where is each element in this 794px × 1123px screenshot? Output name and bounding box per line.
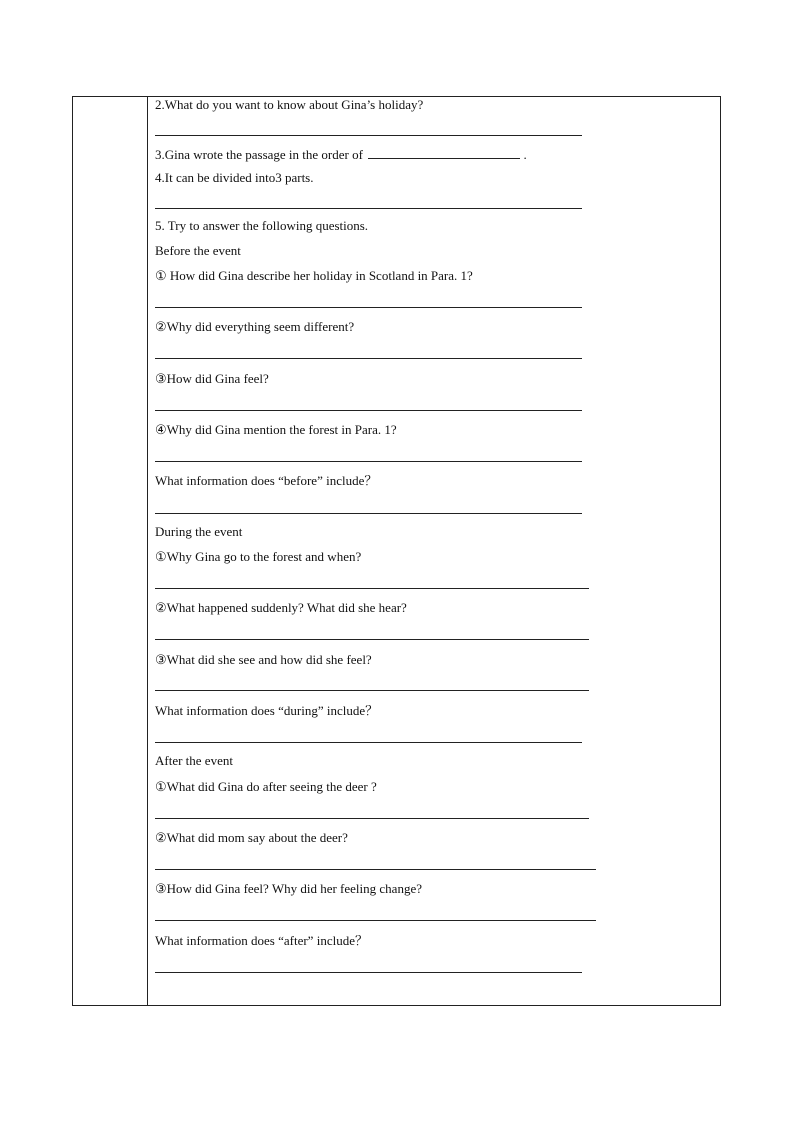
answer-line-before-info[interactable] [155,513,582,514]
section-heading-before: Before the event [155,243,241,258]
answer-line-before-2[interactable] [155,358,582,359]
before-info-question: What information does “before” include？ [155,473,378,488]
answer-line-after-2[interactable] [155,869,596,870]
answer-line-before-3[interactable] [155,410,582,411]
question-4: 4.It can be divided into3 parts. [155,170,314,185]
answer-line-during-3[interactable] [155,690,589,691]
after-question-3: ③How did Gina feel? Why did her feeling change? [155,881,422,896]
section-heading-after: After the event [155,753,233,768]
answer-line-during-info[interactable] [155,742,582,743]
answer-line-after-1[interactable] [155,818,589,819]
answer-line-during-2[interactable] [155,639,589,640]
question-2: 2.What do you want to know about Gina’s holiday? [155,97,424,112]
answer-blank-q3[interactable] [368,146,520,159]
question-3-suffix: . [523,147,527,162]
answer-line-q2[interactable] [155,135,582,136]
during-question-2: ②What happened suddenly? What did she hear? [155,600,407,615]
answer-line-q4[interactable] [155,208,582,209]
answer-line-after-3[interactable] [155,920,596,921]
before-question-3: ③How did Gina feel? [155,371,269,386]
during-question-3: ③What did she see and how did she feel? [155,652,372,667]
after-question-1: ①What did Gina do after seeing the deer ? [155,779,377,794]
answer-line-before-4[interactable] [155,461,582,462]
answer-line-during-1[interactable] [155,588,589,589]
question-5: 5. Try to answer the following questions. [155,218,369,233]
during-info-question: What information does “during” include？ [155,703,379,718]
section-heading-during: During the event [155,524,243,539]
before-question-1: ① How did Gina describe her holiday in Scotland in Para. 1? [155,268,473,283]
before-question-4: ④Why did Gina mention the forest in Para. 1? [155,422,397,437]
before-question-2: ②Why did everything seem different? [155,319,355,334]
question-3 [155,146,527,162]
after-question-2: ②What did mom say about the deer? [155,830,348,845]
answer-line-after-info[interactable] [155,972,582,973]
after-info-question: What information does “after” include？ [155,933,368,948]
question-3-text: 3.Gina wrote the passage in the order of [155,147,363,162]
during-question-1: ①Why Gina go to the forest and when? [155,549,362,564]
answer-line-before-1[interactable] [155,307,582,308]
